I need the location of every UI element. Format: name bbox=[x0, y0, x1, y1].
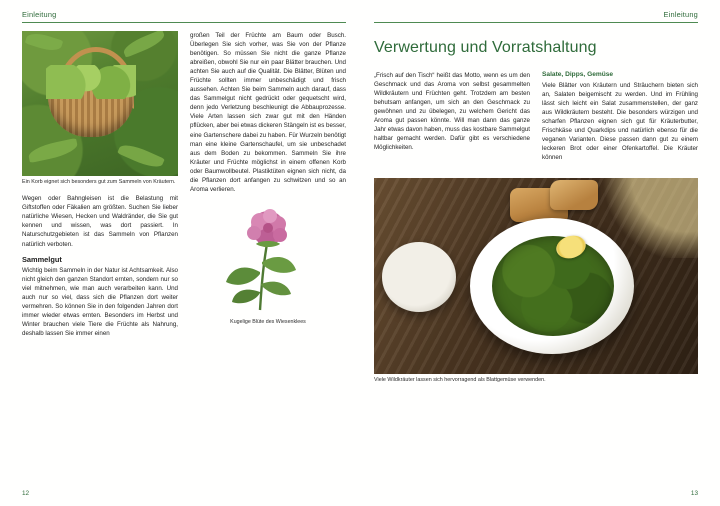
bread-slice-second bbox=[550, 180, 598, 210]
left-page-columns bbox=[22, 31, 346, 344]
clover-svg bbox=[190, 200, 346, 312]
running-head-right-text: Einleitung bbox=[663, 9, 698, 19]
stacked-plates bbox=[382, 242, 456, 312]
subhead-sammelgut: Sammelgut bbox=[22, 254, 62, 264]
running-head-left bbox=[22, 8, 346, 20]
right-col2-paragraph-1: Viele Blätter von Kräutern und Sträuchern bieten sich an, Salaten beigemischt zu werden. Und im Frühling lässt sich leicht ein Salat zusammenstellen, der ganz aus Wildkräutern besteht. Die besonders würzigen und scharfen Pflanzen eignen sich gut für Kräuterbutter, Frischkäse und Quarkdips und natürlich ebenso für die veganen Varianten. Diese passen dann gut zu einem leckeren Brot oder einer Ofenkartoffel. Die Kräuter können bbox=[542, 81, 698, 161]
running-head-left-text: Einleitung bbox=[22, 9, 57, 19]
basket-photo-caption: Ein Korb eignet sich besonders gut zum Sammeln von Kräutern. bbox=[22, 179, 176, 185]
clover-illustration-caption: Kugelige Blüte des Wiesenklees bbox=[230, 318, 306, 325]
wild-herb-vegetable-dish-photo bbox=[374, 178, 698, 374]
header-rule-right bbox=[374, 22, 698, 23]
dish-photo-caption: Viele Wildkräuter lassen sich hervorragend als Blattgemüse verwenden. bbox=[374, 377, 546, 384]
page-title: Verwertung und Vorratshaltung bbox=[374, 39, 597, 56]
harvested-greens bbox=[46, 65, 136, 99]
left-col1-paragraph-2: Wichtig beim Sammeln in der Natur ist Achtsamkeit. Also nicht gleich den ganzen Standort ernten, sondern nur so viel mitnehmen, wie man auch verarbeiten kann. Und auch nur so viel, dass sich die Pflanzen dort weiter vermehren. So können Sie in den folgenden Jahren dort immer wieder etwas ernten. Besonders im Herbst und Winter brauchen viele Tiere die Früchte als Nahrung, deshalb lassen Sie immer einen bbox=[22, 266, 178, 337]
left-column-2 bbox=[190, 31, 346, 344]
cooked-wild-greens bbox=[492, 236, 614, 336]
left-col2-paragraph-1: großen Teil der Früchte am Baum oder Busch. Überlegen Sie sich vorher, was Sie von der Pflanze benötigen. So müssen Sie nicht die ganze Pflanze abreißen, obwohl Sie nur ein paar Blätter brauchen. Und achten Sie auch auf die Qualität. Die Blätter, Blüten und Früchte sollten immer unbeschädigt und frisch aussehen. Achten Sie beim Sammeln auch darauf, dass das Sammelgut nicht gedrückt oder gequetscht wird, denn jedo Verletzung beschleunigt die Abbauprozesse. Viele Arten lassen sich zwar gut mit den Händen pflücken, aber bei etwas dickeren Stängeln ist es besser, eine Gartenschere dabei zu haben. Für Wurzeln benötigt man eine kleine Gartenschaufel, um sie unbeschadet aus dem Boden zu bekommen. Sammeln Sie ihre Kräuter und Früchte möglichst in einem offenen Korb oder Baumwollbeutel. Plastiktüten eignen sich nicht, da die Pflanzen dort anfangen zu schwitzen und so an Aroma verlieren. bbox=[190, 32, 346, 193]
folio-left: 12 bbox=[22, 490, 30, 497]
left-col1-paragraph-1: Wegen oder Bahngleisen ist die Belastung mit Giftstoffen oder Fäkalien am größten. Suchen Sie lieber natürliche Wiesen, Hecken und Waldränder, die Sie gut kennen und wissen, was dort passiert. In Naturschutzgebieten ist das Sammeln von Pflanzen natürlich verboten. bbox=[22, 195, 178, 248]
left-column-1 bbox=[22, 31, 178, 344]
right-page-columns bbox=[374, 71, 698, 168]
subhead-salate-dipps-gemuese: Salate, Dipps, Gemüse bbox=[542, 70, 614, 78]
right-column-2 bbox=[542, 71, 698, 168]
red-clover-illustration bbox=[190, 200, 346, 328]
running-head-right bbox=[374, 8, 698, 20]
right-col1-paragraph-1: „Frisch auf den Tisch“ heißt das Motto, wenn es um den Geschmack und das Aroma von selbst gesammelten Wildkräutern und Früchten geht. Trotzdem am besten behutsam anfangen, um sich an den Geschmack zu gewöhnen und zu übelegen, zu welchem Gericht das Aroma gut passen könnte. Will man dann das ganze Jahr etwas davon haben, muss das kostbare Sammelgut haltbar gemacht werden. Dafür gibt es verschiedene Möglichkeiten. bbox=[374, 71, 530, 151]
folio-right: 13 bbox=[690, 490, 698, 497]
basket-of-herbs-photo bbox=[22, 31, 178, 176]
header-rule-left bbox=[22, 22, 346, 23]
right-column-1 bbox=[374, 71, 530, 168]
right-page bbox=[360, 0, 720, 506]
